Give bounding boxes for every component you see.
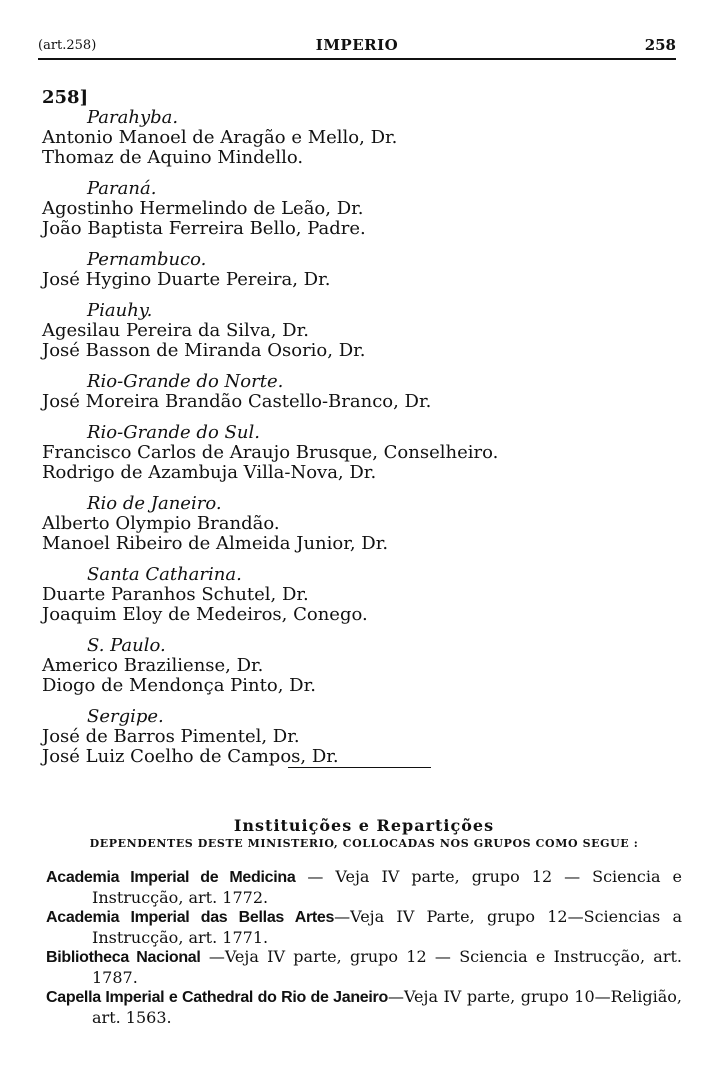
header-title: IMPERIO: [315, 36, 399, 54]
institutions-subtitle: DEPENDENTES DESTE MINISTERIO, COLLOCADAS NOS GRUPOS COMO SEGUE :: [89, 837, 639, 850]
person-name: Americo Braziliense, Dr.: [42, 655, 264, 676]
province-heading: Piauhy.: [87, 300, 153, 321]
province-section: [42, 707, 682, 767]
person-name: José Hygino Duarte Pereira, Dr.: [42, 269, 331, 290]
institution-reference: —Veja IV parte, grupo 12 — Sciencia e Instrucção, art. 1787.: [92, 947, 682, 987]
article-number: 258]: [42, 87, 89, 108]
person-name: Diogo de Mendonça Pinto, Dr.: [42, 675, 316, 696]
institution-name: Academia Imperial de Medicina: [46, 869, 296, 886]
institution-name: Capella Imperial e Cathedral do Rio de Janeiro: [46, 989, 388, 1006]
institution-name: Academia Imperial das Bellas Artes: [46, 909, 335, 926]
header-article-ref: (art.258): [38, 38, 97, 53]
main-content: [42, 88, 682, 778]
person-name: Rodrigo de Azambuja Villa-Nova, Dr.: [42, 462, 377, 483]
province-section: [42, 423, 682, 483]
province-section: [42, 494, 682, 554]
province-list: [42, 108, 682, 767]
province-heading: Sergipe.: [87, 706, 164, 727]
person-name: Manoel Ribeiro de Almeida Junior, Dr.: [42, 533, 389, 554]
person-name: Alberto Olympio Brandão.: [42, 513, 280, 534]
province-heading: Rio-Grande do Sul.: [87, 422, 260, 443]
person-name: Agostinho Hermelindo de Leão, Dr.: [42, 198, 364, 219]
province-heading: S. Paulo.: [87, 635, 166, 656]
institution-reference: —Veja IV parte, grupo 10—Religião, art. 1563.: [92, 987, 682, 1027]
province-heading: Rio-Grande do Norte.: [87, 371, 284, 392]
page-number: 258: [644, 36, 676, 54]
province-section: [42, 108, 682, 168]
institution-entry: [46, 867, 682, 907]
person-name: Francisco Carlos de Araujo Brusque, Conselheiro.: [42, 442, 499, 463]
person-name: José Basson de Miranda Osorio, Dr.: [42, 340, 366, 361]
person-name: José de Barros Pimentel, Dr.: [42, 726, 300, 747]
institution-entry: [46, 947, 682, 987]
institution-reference: —Veja IV Parte, grupo 12—Sciencias a Instrucção, art. 1771.: [92, 907, 683, 947]
institution-entries: [46, 867, 682, 1027]
person-name: José Luiz Coelho de Campos, Dr.: [42, 746, 339, 767]
province-heading: Parahyba.: [87, 107, 179, 128]
person-name: Joaquim Eloy de Medeiros, Conego.: [42, 604, 368, 625]
person-name: Antonio Manoel de Aragão e Mello, Dr.: [42, 127, 398, 148]
province-section: [42, 565, 682, 625]
province-heading: Pernambuco.: [87, 249, 207, 270]
province-section: [42, 372, 682, 412]
institution-entry: [46, 907, 682, 947]
institution-entry: [46, 987, 682, 1027]
person-name: Thomaz de Aquino Mindello.: [42, 147, 304, 168]
province-section: [42, 636, 682, 696]
institution-name: Bibliotheca Nacional: [46, 949, 201, 966]
province-heading: Paraná.: [87, 178, 157, 199]
province-section: [42, 301, 682, 361]
institution-reference: — Veja IV parte, grupo 12 — Sciencia e Instrucção, art. 1772.: [92, 867, 682, 907]
person-name: Agesilau Pereira da Silva, Dr.: [42, 320, 309, 341]
institutions-title: Instituições e Repartições: [233, 816, 495, 835]
person-name: João Baptista Ferreira Bello, Padre.: [42, 218, 366, 239]
province-heading: Rio de Janeiro.: [87, 493, 222, 514]
section-divider: [288, 767, 431, 768]
institutions-section: [46, 816, 682, 1027]
person-name: José Moreira Brandão Castello-Branco, Dr.: [42, 391, 432, 412]
person-name: Duarte Paranhos Schutel, Dr.: [42, 584, 309, 605]
province-section: [42, 179, 682, 239]
province-section: [42, 250, 682, 290]
page-header: [38, 36, 676, 60]
province-heading: Santa Catharina.: [87, 564, 242, 585]
